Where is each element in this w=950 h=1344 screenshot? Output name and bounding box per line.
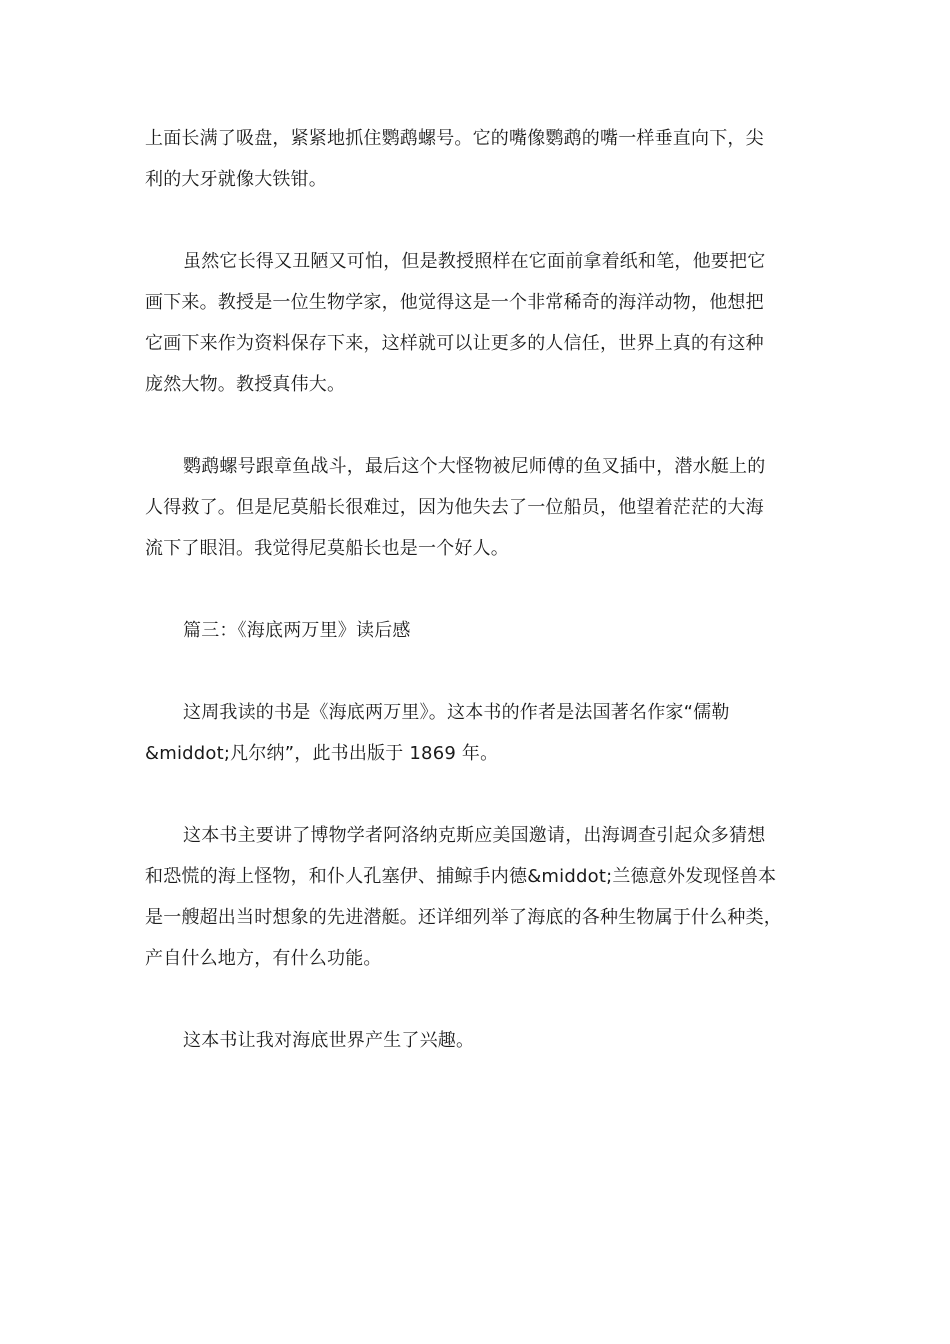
paragraph-2 [145, 241, 805, 405]
text-line: 和恐慌的海上怪物，和仆人孔塞伊、捕鲸手内德&middot;兰德意外发现怪兽本 [145, 866, 777, 887]
paragraph-5 [145, 815, 805, 979]
section-heading [145, 610, 805, 651]
text-line: 这周我读的书是《海底两万里》。这本书的作者是法国著名作家“儒勒 [183, 702, 730, 723]
paragraph-6 [145, 1020, 805, 1061]
text-line: 鹦鹉螺号跟章鱼战斗，最后这个大怪物被尼师傅的鱼叉插中，潜水艇上的 [183, 456, 766, 477]
paragraph-4 [145, 692, 805, 774]
text-line: 上面长满了吸盘，紧紧地抓住鹦鹉螺号。它的嘴像鹦鹉的嘴一样垂直向下，尖 [145, 128, 764, 149]
text-line: 庞然大物。教授真伟大。 [145, 374, 346, 395]
text-line: 篇三：《海底两万里》读后感 [183, 620, 411, 641]
text-line: 虽然它长得又丑陋又可怕，但是教授照样在它面前拿着纸和笔，他要把它 [183, 251, 766, 272]
document-body [145, 118, 805, 1102]
paragraph-1 [145, 118, 805, 200]
text-line: &middot;凡尔纳”，此书出版于 1869 年。 [145, 743, 499, 764]
text-line: 人得救了。但是尼莫船长很难过，因为他失去了一位船员，他望着茫茫的大海 [145, 497, 764, 518]
paragraph-3 [145, 446, 805, 569]
text-line: 这本书让我对海底世界产生了兴趣。 [183, 1030, 475, 1051]
text-line: 是一艘超出当时想象的先进潜艇。还详细列举了海底的各种生物属于什么种类， [145, 907, 782, 928]
text-line: 产自什么地方，有什么功能。 [145, 948, 382, 969]
text-line: 流下了眼泪。我觉得尼莫船长也是一个好人。 [145, 538, 509, 559]
text-line: 这本书主要讲了博物学者阿洛纳克斯应美国邀请，出海调查引起众多猜想 [183, 825, 766, 846]
text-line: 它画下来作为资料保存下来，这样就可以让更多的人信任，世界上真的有这种 [145, 333, 764, 354]
text-line: 利的大牙就像大铁钳。 [145, 169, 327, 190]
text-line: 画下来。教授是一位生物学家，他觉得这是一个非常稀奇的海洋动物，他想把 [145, 292, 764, 313]
